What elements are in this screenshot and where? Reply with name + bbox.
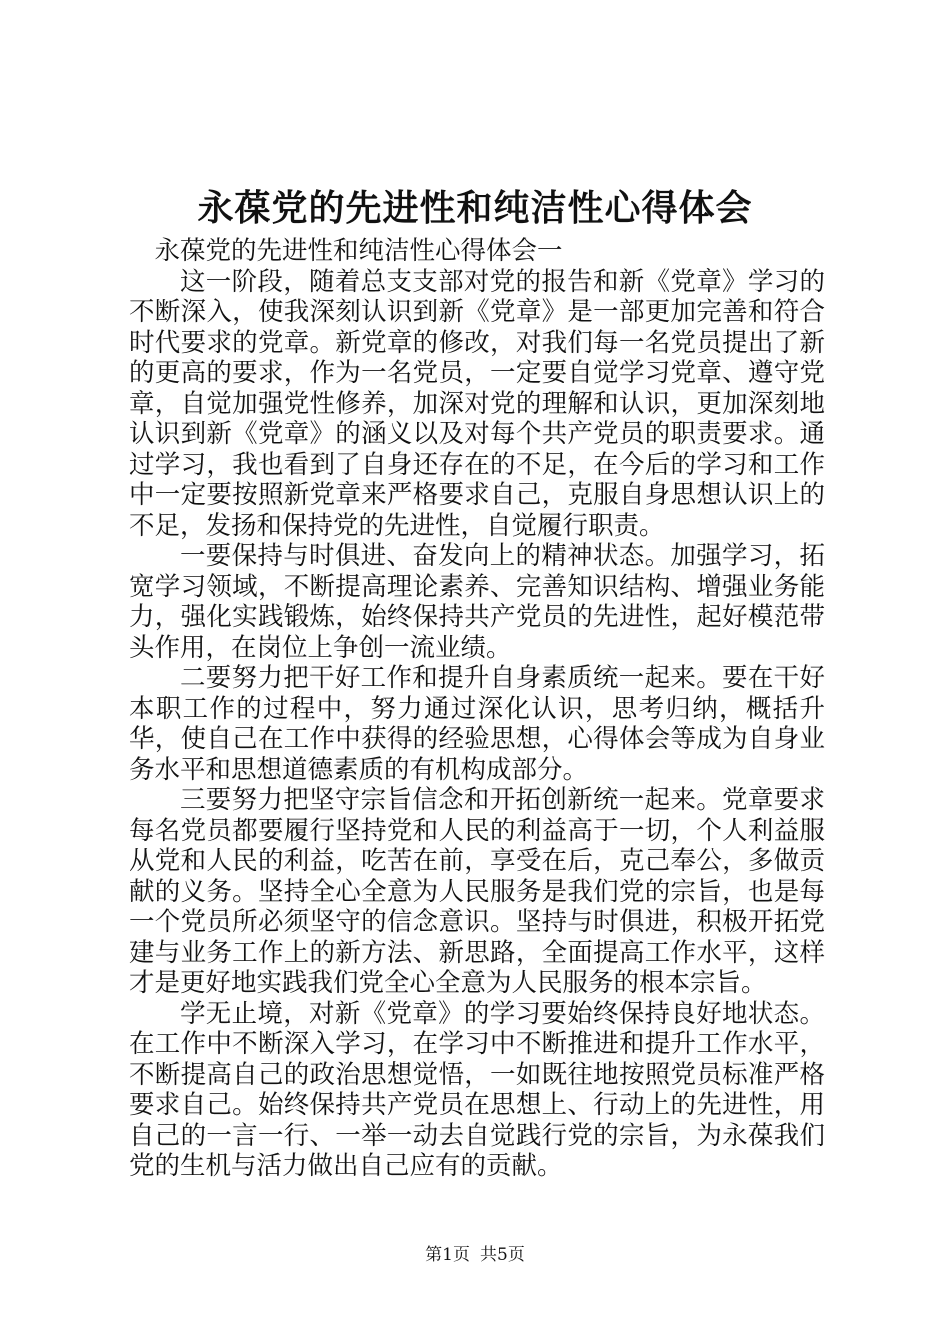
document-body	[129, 236, 825, 1182]
page-number: 第1页	[425, 1245, 470, 1265]
paragraph-1: 这一阶段，随着总支支部对党的报告和新《党章》学习的不断深入，使我深刻认识到新《党章》是一部更加完善和符合时代要求的党章。新党章的修改，对我们每一名党员提出了新的更高的要求，作为一名党员，一定要自觉学习党章、遵守党章，自觉加强党性修养，加深对党的理解和认识，更加深刻地认识到新《党章》的涵义以及对每个共产党员的职责要求。通过学习，我也看到了自身还存在的不足，在今后的学习和工作中一定要按照新党章来严格要求自己，克服自身思想认识上的不足，发扬和保持党的先进性，自觉履行职责。	[129, 266, 825, 541]
section-subtitle: 永葆党的先进性和纯洁性心得体会一	[154, 236, 563, 266]
document-title: 永葆党的先进性和纯洁性心得体会	[197, 187, 753, 229]
paragraph-4: 三要努力把坚守宗旨信念和开拓创新统一起来。党章要求每名党员都要履行坚持党和人民的利益高于一切，个人利益服从党和人民的利益，吃苦在前，享受在后，克己奉公，多做贡献的义务。坚持全心全意为人民服务是我们党的宗旨，也是每一个党员所必须坚守的信念意识。坚持与时俱进，积极开拓党建与业务工作上的新方法、新思路，全面提高工作水平，这样才是更好地实践我们党全心全意为人民服务的根本宗旨。	[129, 785, 825, 998]
page-footer	[0, 1243, 950, 1267]
page-total: 共5页	[480, 1245, 525, 1265]
paragraph-5: 学无止境，对新《党章》的学习要始终保持良好地状态。在工作中不断深入学习，在学习中不断推进和提升工作水平，不断提高自己的政治思想觉悟，一如既往地按照党员标准严格要求自己。始终保持共产党员在思想上、行动上的先进性，用自己的一言一行、一举一动去自觉践行党的宗旨，为永葆我们党的生机与活力做出自己应有的贡献。	[129, 998, 825, 1181]
paragraph-2: 一要保持与时俱进、奋发向上的精神状态。加强学习，拓宽学习领域，不断提高理论素养、完善知识结构、增强业务能力，强化实践锻炼，始终保持共产党员的先进性，起好模范带头作用，在岗位上争创一流业绩。	[129, 541, 825, 663]
paragraph-3: 二要努力把干好工作和提升自身素质统一起来。要在干好本职工作的过程中，努力通过深化认识，思考归纳，概括升华，使自己在工作中获得的经验思想，心得体会等成为自身业务水平和思想道德素质的有机构成部分。	[129, 663, 825, 785]
